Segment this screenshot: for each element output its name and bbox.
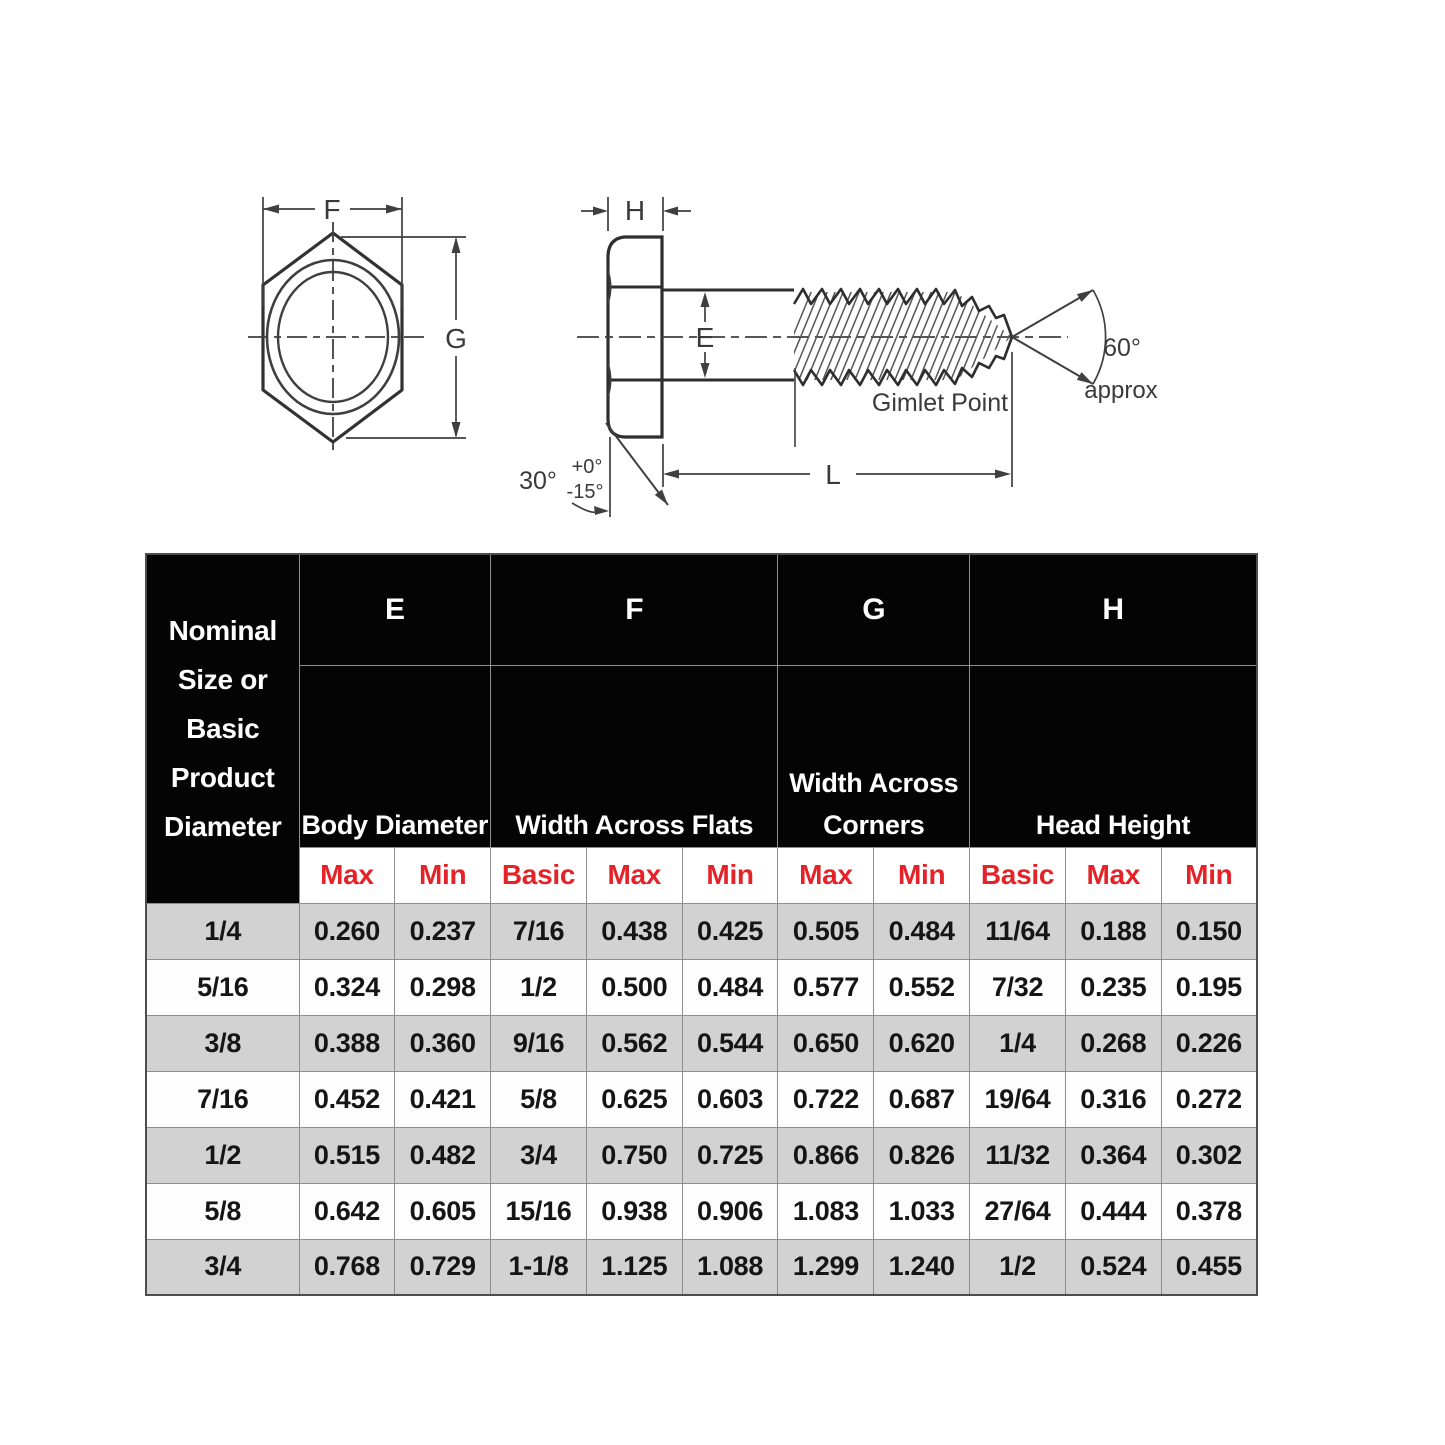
cell: 0.268 xyxy=(1065,1015,1161,1071)
cell: 1.240 xyxy=(874,1239,970,1295)
cell-size: 1/2 xyxy=(146,1127,299,1183)
cell: 0.364 xyxy=(1065,1127,1161,1183)
cell: 0.625 xyxy=(586,1071,682,1127)
cell: 0.906 xyxy=(682,1183,778,1239)
cell: 0.298 xyxy=(395,959,491,1015)
group-letter-h: H xyxy=(970,554,1257,665)
cell: 1.299 xyxy=(778,1239,874,1295)
angle-60-label: 60° xyxy=(1103,334,1141,362)
dim-label-h: H xyxy=(624,195,646,226)
subheader-h-min: Min xyxy=(1161,847,1257,903)
lag-screw-dimension-table xyxy=(145,553,1258,1296)
subheader-f-max: Max xyxy=(586,847,682,903)
cell: 0.195 xyxy=(1161,959,1257,1015)
table-row xyxy=(146,1015,1257,1071)
cell: 0.421 xyxy=(395,1071,491,1127)
subheader-g-min: Min xyxy=(874,847,970,903)
cell: 0.505 xyxy=(778,903,874,959)
subheader-f-min: Min xyxy=(682,847,778,903)
group-name-body-diameter: Body Diameter xyxy=(299,665,491,847)
cell: 19/64 xyxy=(970,1071,1066,1127)
chamfer-leader-arc xyxy=(572,503,597,512)
cell: 0.544 xyxy=(682,1015,778,1071)
cell: 1.088 xyxy=(682,1239,778,1295)
approx-label: approx xyxy=(1084,377,1158,404)
cell: 0.482 xyxy=(395,1127,491,1183)
cell: 0.750 xyxy=(586,1127,682,1183)
cell: 0.484 xyxy=(874,903,970,959)
cell-size: 5/8 xyxy=(146,1183,299,1239)
cell: 11/64 xyxy=(970,903,1066,959)
cell: 0.866 xyxy=(778,1127,874,1183)
angle-30-label: 30° xyxy=(519,467,557,495)
dim-label-g: G xyxy=(445,323,467,354)
cell: 15/16 xyxy=(491,1183,587,1239)
cell: 3/4 xyxy=(491,1127,587,1183)
h-arrow-right xyxy=(663,207,678,216)
e-arrow-up xyxy=(701,292,710,307)
cell: 0.642 xyxy=(299,1183,395,1239)
row-header-line: Basic xyxy=(186,713,260,745)
cell: 0.515 xyxy=(299,1127,395,1183)
g-arrow-down xyxy=(452,422,461,438)
table-row xyxy=(146,1127,1257,1183)
cell: 0.562 xyxy=(586,1015,682,1071)
table-row xyxy=(146,959,1257,1015)
cell: 7/32 xyxy=(970,959,1066,1015)
cell: 0.729 xyxy=(395,1239,491,1295)
point-angle-arrow-up xyxy=(1077,290,1093,302)
table-row xyxy=(146,1071,1257,1127)
group-letter-f: F xyxy=(491,554,778,665)
lag-screw-side-view xyxy=(519,195,1158,517)
cell: 0.552 xyxy=(874,959,970,1015)
cell: 1/2 xyxy=(491,959,587,1015)
cell: 0.725 xyxy=(682,1127,778,1183)
cell: 0.324 xyxy=(299,959,395,1015)
cell: 0.603 xyxy=(682,1071,778,1127)
cell-size: 7/16 xyxy=(146,1071,299,1127)
group-name-width-across-flats: Width Across Flats xyxy=(491,665,778,847)
group-letter-e: E xyxy=(299,554,491,665)
cell: 0.360 xyxy=(395,1015,491,1071)
row-header-nominal-size xyxy=(146,554,299,903)
cell: 0.524 xyxy=(1065,1239,1161,1295)
tolerance-minus-label: -15° xyxy=(566,481,604,503)
chamfer-arrow xyxy=(655,490,668,506)
cell: 0.378 xyxy=(1161,1183,1257,1239)
cell: 0.650 xyxy=(778,1015,874,1071)
row-header-line: Product xyxy=(170,762,275,794)
cell: 0.722 xyxy=(778,1071,874,1127)
gimlet-point-label: Gimlet Point xyxy=(871,389,1009,417)
cell: 0.826 xyxy=(874,1127,970,1183)
cell: 0.302 xyxy=(1161,1127,1257,1183)
cell: 0.484 xyxy=(682,959,778,1015)
group-name-head-height: Head Height xyxy=(970,665,1257,847)
cell: 0.605 xyxy=(395,1183,491,1239)
cell-size: 3/4 xyxy=(146,1239,299,1295)
l-arrow-left xyxy=(663,470,679,479)
g-arrow-up xyxy=(452,237,461,253)
f-arrow-right xyxy=(386,205,402,214)
h-arrow-left xyxy=(593,207,608,216)
tolerance-plus-label: +0° xyxy=(571,456,603,478)
subheader-f-basic: Basic xyxy=(491,847,587,903)
hex-head-front-view xyxy=(248,194,467,453)
cell: 0.438 xyxy=(586,903,682,959)
dim-label-f: F xyxy=(323,194,341,225)
cell: 27/64 xyxy=(970,1183,1066,1239)
table-row xyxy=(146,1183,1257,1239)
row-header-line: Diameter xyxy=(164,811,282,843)
cell: 0.455 xyxy=(1161,1239,1257,1295)
cell-size: 3/8 xyxy=(146,1015,299,1071)
cell: 0.620 xyxy=(874,1015,970,1071)
cell: 0.425 xyxy=(682,903,778,959)
cell: 0.235 xyxy=(1065,959,1161,1015)
cell: 0.687 xyxy=(874,1071,970,1127)
cell-size: 1/4 xyxy=(146,903,299,959)
subheader-h-basic: Basic xyxy=(970,847,1066,903)
table-row xyxy=(146,1239,1257,1295)
shank-outline xyxy=(662,290,794,380)
cell: 1.125 xyxy=(586,1239,682,1295)
subheader-g-max: Max xyxy=(778,847,874,903)
cell: 0.260 xyxy=(299,903,395,959)
cell: 1/2 xyxy=(970,1239,1066,1295)
cell: 0.388 xyxy=(299,1015,395,1071)
cell: 0.272 xyxy=(1161,1071,1257,1127)
dim-label-e: E xyxy=(695,322,715,353)
subheader-e-max: Max xyxy=(299,847,395,903)
l-arrow-right xyxy=(995,470,1011,479)
row-header-line: Size or xyxy=(177,664,268,696)
cell: 1.033 xyxy=(874,1183,970,1239)
cell: 0.188 xyxy=(1065,903,1161,959)
cell: 11/32 xyxy=(970,1127,1066,1183)
cell: 1/4 xyxy=(970,1015,1066,1071)
cell: 0.237 xyxy=(395,903,491,959)
head-facet-lines xyxy=(608,287,662,380)
group-name-width-across-corners: Width Across Corners xyxy=(778,665,970,847)
subheader-e-min: Min xyxy=(395,847,491,903)
cell: 0.444 xyxy=(1065,1183,1161,1239)
f-arrow-left xyxy=(263,205,279,214)
cell: 0.226 xyxy=(1161,1015,1257,1071)
cell: 1.083 xyxy=(778,1183,874,1239)
cell-size: 5/16 xyxy=(146,959,299,1015)
chamfer-leader-arrow xyxy=(594,506,609,515)
cell: 0.768 xyxy=(299,1239,395,1295)
cell: 0.938 xyxy=(586,1183,682,1239)
subheader-h-max: Max xyxy=(1065,847,1161,903)
group-letter-g: G xyxy=(778,554,970,665)
table-row xyxy=(146,903,1257,959)
cell: 0.316 xyxy=(1065,1071,1161,1127)
cell: 1-1/8 xyxy=(491,1239,587,1295)
cell: 5/8 xyxy=(491,1071,587,1127)
cell: 0.452 xyxy=(299,1071,395,1127)
cell: 0.577 xyxy=(778,959,874,1015)
cell: 9/16 xyxy=(491,1015,587,1071)
e-arrow-down xyxy=(701,363,710,378)
cell: 0.150 xyxy=(1161,903,1257,959)
lag-screw-technical-drawing xyxy=(0,0,1445,555)
dim-label-l: L xyxy=(825,459,841,490)
row-header-line: Nominal xyxy=(168,615,277,647)
cell: 0.500 xyxy=(586,959,682,1015)
cell: 7/16 xyxy=(491,903,587,959)
